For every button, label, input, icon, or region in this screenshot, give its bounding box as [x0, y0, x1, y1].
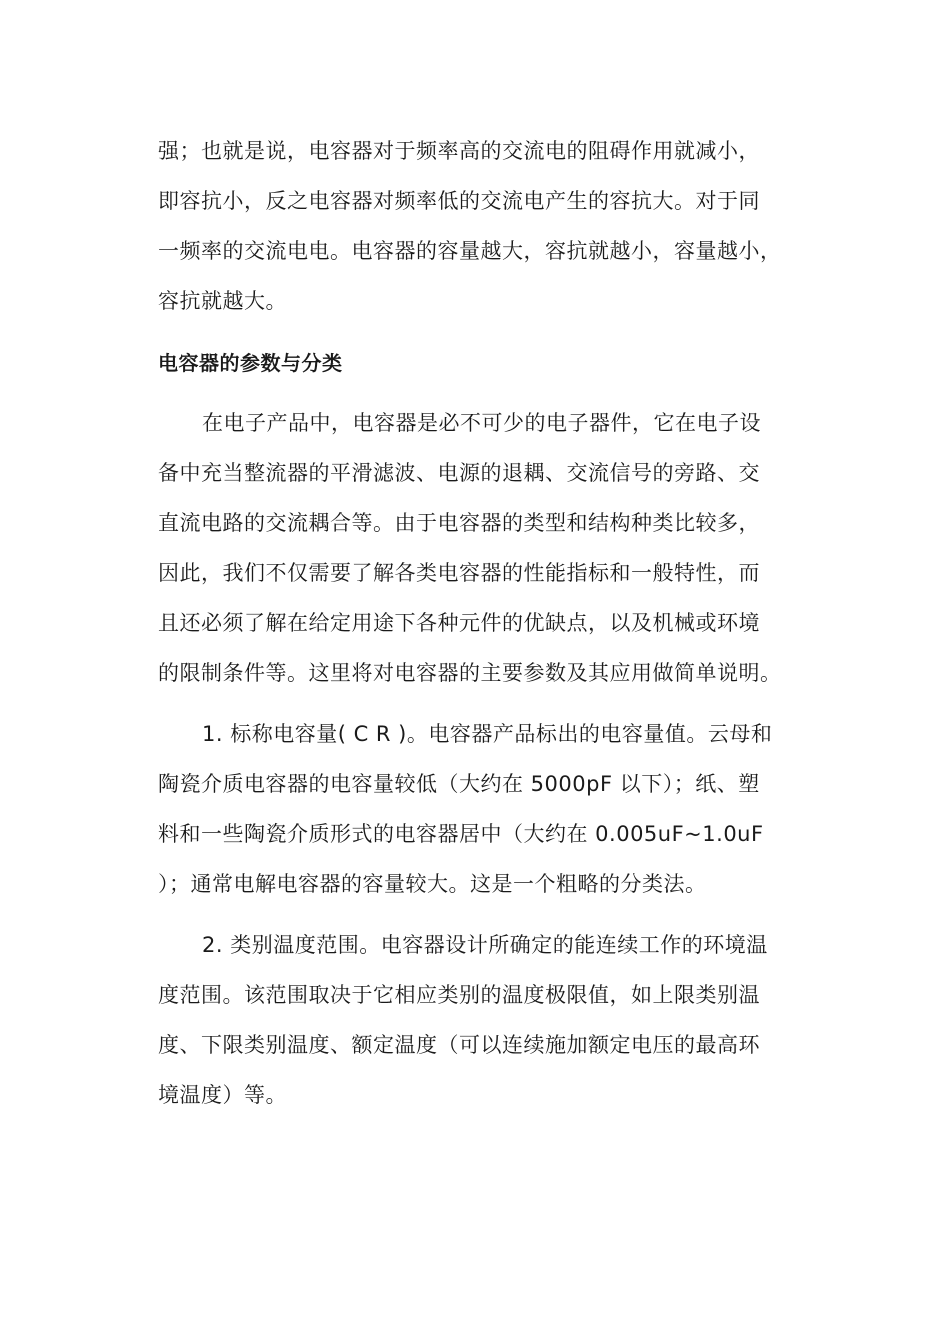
- text-line: 度、下限类别温度、额定温度（可以连续施加额定电压的最高环: [158, 1033, 760, 1057]
- text-line: 因此，我们不仅需要了解各类电容器的性能指标和一般特性，而: [158, 561, 760, 585]
- text-line: 度范围。该范围取决于它相应类别的温度极限值，如上限类别温: [158, 983, 760, 1007]
- text-line: 境温度）等。: [158, 1083, 287, 1107]
- text-line: 在电子产品中，电容器是必不可少的电子器件，它在电子设: [202, 411, 761, 435]
- text-line: 料和一些陶瓷介质形式的电容器居中（大约在 0.005uF~1.0uF: [158, 822, 764, 846]
- section-heading: 电容器的参数与分类: [158, 351, 343, 375]
- text-line: 2. 类别温度范围。电容器设计所确定的能连续工作的环境温: [202, 933, 768, 957]
- text-line: ）；通常电解电容器的容量较大。这是一个粗略的分类法。: [158, 872, 707, 896]
- text-line: 备中充当整流器的平滑滤波、电源的退耦、交流信号的旁路、交: [158, 461, 760, 485]
- text-line: 且还必须了解在给定用途下各种元件的优缺点，以及机械或环境: [158, 611, 760, 635]
- text-line: 1. 标称电容量( C R )。电容器产品标出的电容量值。云母和: [202, 722, 773, 746]
- text-line: 即容抗小，反之电容器对频率低的交流电产生的容抗大。对于同: [158, 189, 760, 213]
- text-line: 容抗就越大。: [158, 289, 287, 313]
- text-line: 强；也就是说，电容器对于频率高的交流电的阻碍作用就减小，: [158, 139, 760, 163]
- text-line: 直流电路的交流耦合等。由于电容器的类型和结构种类比较多，: [158, 511, 760, 535]
- text-line: 陶瓷介质电容器的电容量较低（大约在 5000pF 以下）；纸、塑: [158, 772, 760, 796]
- text-line: 一频率的交流电电。电容器的容量越大，容抗就越小，容量越小，: [158, 239, 782, 263]
- text-line: 的限制条件等。这里将对电容器的主要参数及其应用做简单说明。: [158, 661, 782, 685]
